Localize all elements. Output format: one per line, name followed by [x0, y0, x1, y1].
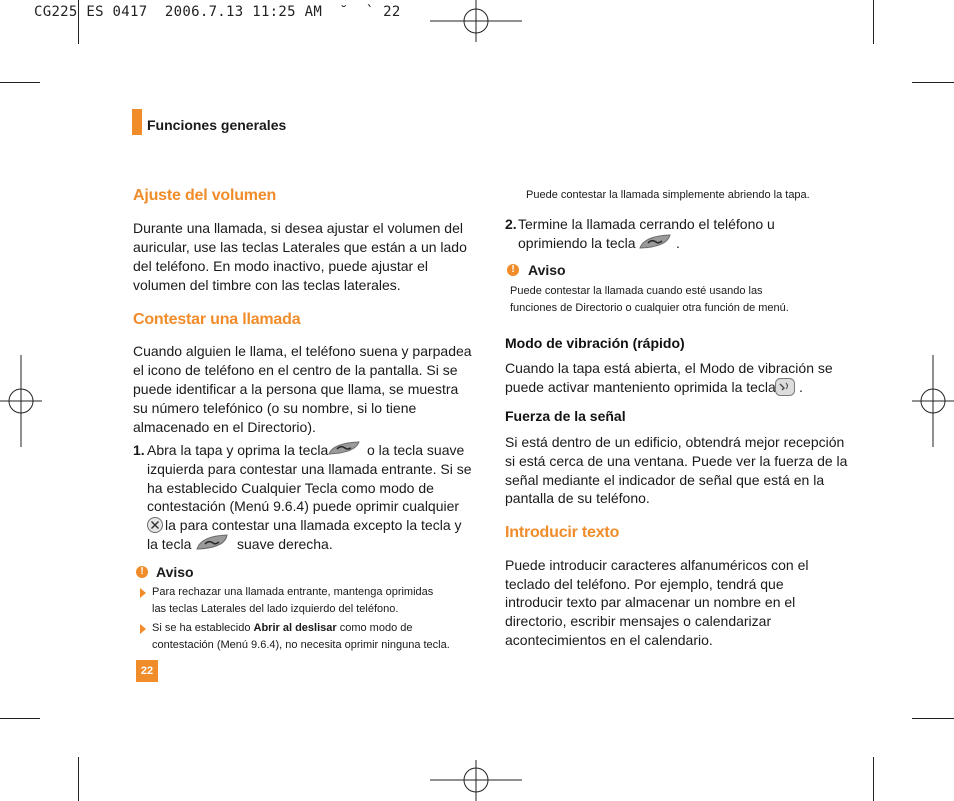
text-line: . [799, 379, 803, 395]
bullet-arrow-icon [140, 624, 146, 634]
text-line: oprimiendo la tecla [518, 235, 636, 251]
registration-mark-left [0, 355, 42, 447]
send-key-icon [327, 440, 361, 458]
text-line: puede activar manteniento oprimida la tecla [505, 379, 776, 395]
text-line: izquierda para contestar una llamada entrante. Si se [147, 461, 472, 477]
end-key-icon [146, 516, 164, 534]
text-line: o la tecla suave [367, 442, 465, 458]
text-line: el icono de teléfono en el centro de la pantalla. Si se [133, 362, 458, 378]
text-line: señal mediante el indicador de señal que está en la [505, 472, 825, 488]
text-line: . [676, 235, 680, 251]
text-line: pantalla de su teléfono. [505, 490, 650, 506]
heading-volume: Ajuste del volumen [133, 187, 277, 204]
top-note: Puede contestar la llamada simplemente abriendo la tapa. [526, 189, 810, 201]
notice-title: Aviso [156, 564, 194, 580]
text-line: contestación (Menú 9.6.4) puede oprimir cualquier [147, 498, 460, 514]
text-line: teclado del teléfono. Por ejemplo, tendrá que [505, 576, 784, 592]
text-line: Cuando la tapa está abierta, el Modo de vibración se [505, 360, 833, 376]
section-title: Funciones generales [147, 117, 287, 133]
crop-mark [78, 757, 79, 801]
text-line: su número telefónico (o su nombre, si lo tiene [133, 400, 417, 416]
bullet-text: las teclas Laterales del lado izquierdo del teléfono. [152, 603, 399, 615]
notice-line: Puede contestar la llamada cuando esté usando las [510, 285, 763, 297]
page-number: 22 [136, 660, 158, 682]
text-line: almacenado en el Directorio). [133, 419, 316, 435]
bullet-text: Para rechazar una llamada entrante, mantenga oprimidas [152, 586, 434, 598]
step-number: 2. [505, 216, 517, 232]
text-line: del teléfono. En modo inactivo, puede ajustar el [133, 258, 428, 274]
section-marker [132, 109, 142, 135]
crop-mark [0, 718, 40, 719]
text-line: ha establecido Cualquier Tecla como modo de [147, 480, 434, 496]
warning-icon: ! [507, 264, 519, 276]
vibrate-key-icon [774, 377, 796, 397]
crop-mark [873, 0, 874, 44]
text-line: Abra la tapa y oprima la tecla [147, 442, 329, 458]
crop-mark [912, 718, 954, 719]
heading-answer: Contestar una llamada [133, 311, 301, 328]
text-line: introducir texto par almacenar un nombre en el [505, 594, 796, 610]
text-line: Puede introducir caracteres alfanuméricos con el [505, 557, 809, 573]
bullet-text-bold: Abrir al deslisar [253, 622, 337, 634]
notice-title: Aviso [528, 262, 566, 278]
text-line: auricular, use las teclas Laterales que están a un lado [133, 239, 467, 255]
text-line: Termine la llamada cerrando el teléfono u [518, 216, 775, 232]
notice-line: funciones de Directorio o cualquier otra función de menú. [510, 302, 789, 314]
warning-icon: ! [136, 566, 148, 578]
heading-vibration: Modo de vibración (rápido) [505, 335, 685, 351]
end-call-key-icon [638, 233, 672, 252]
text-line: la tecla [147, 536, 192, 552]
text-line: la para contestar una llamada excepto la tecla y [165, 517, 462, 533]
text-line: volumen del timbre con las teclas laterales. [133, 277, 401, 293]
print-slug: CG225 ES 0417 2006.7.13 11:25 AM ˘ ` 22 [34, 4, 401, 20]
step-number: 1. [133, 442, 145, 458]
registration-mark-bottom [430, 760, 522, 801]
text-line: suave derecha. [237, 536, 333, 552]
registration-mark-right [912, 355, 954, 447]
bullet-text-part: Si se ha establecido [152, 622, 254, 634]
text-line: acontecimientos en el calendario. [505, 632, 713, 648]
heading-signal: Fuerza de la señal [505, 408, 626, 424]
bullet-arrow-icon [140, 588, 146, 598]
text-line: Si está dentro de un edificio, obtendrá mejor recepción [505, 434, 845, 450]
bullet-text [152, 620, 413, 637]
text-line: Durante una llamada, si desea ajustar el volumen del [133, 220, 463, 236]
crop-mark [873, 757, 874, 801]
bullet-text: contestación (Menú 9.6.4), no necesita oprimir ninguna tecla. [152, 639, 450, 651]
crop-mark [0, 82, 40, 83]
crop-mark [912, 82, 954, 83]
bullet-text-part: como modo de [336, 622, 413, 634]
text-line: si está cerca de una ventana. Puede ver la fuerza de la [505, 453, 848, 469]
text-line: puede identificar a la persona que llama, se muestra [133, 381, 459, 397]
text-line: directorio, escribir mensajes o calendarizar [505, 613, 772, 629]
registration-mark-top [430, 0, 522, 42]
heading-text-input: Introducir texto [505, 524, 620, 541]
soft-key-right-icon [195, 533, 229, 553]
text-line: Cuando alguien le llama, el teléfono suena y parpadea [133, 343, 472, 359]
